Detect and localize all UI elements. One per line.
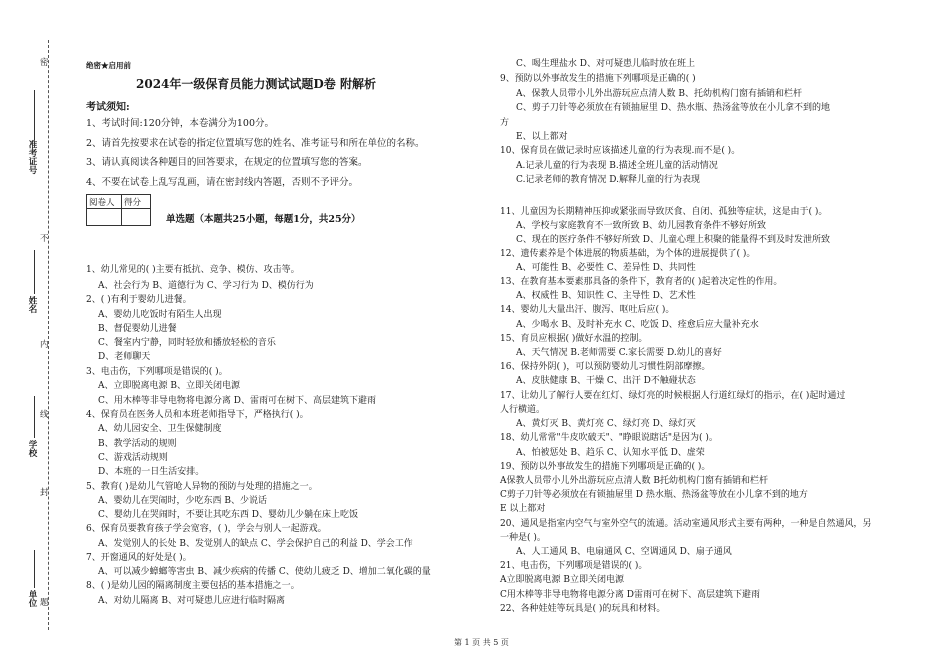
answer-option-line: A、婴幼儿在哭闹时，少吃东西 B、少说话 — [98, 496, 267, 506]
name-label: 姓名 — [27, 296, 37, 313]
answer-option-line: A.记录儿童的行为表现 B.描述全班儿童的活动情况 — [516, 161, 718, 171]
school-label: 学校 — [27, 440, 37, 457]
answer-option-line: A、黄灯灭 B、黄灯亮 C、绿灯亮 D、绿灯灭 — [516, 419, 696, 429]
binding-dashed-line — [48, 40, 49, 630]
answer-option-line: B、督促婴幼儿进餐 — [98, 324, 177, 334]
answer-option-line: A、立即脱离电源 B、立即关闭电源 — [98, 381, 240, 391]
question-line: E 以上都对 — [500, 504, 546, 514]
binding-mark-4: 线 — [40, 410, 49, 420]
question-line: 18、幼儿常常"牛皮吹破天"、"睁眼说瞎话"是因为( )。 — [500, 433, 718, 443]
question-line: A保教人员带小儿外出游玩应点清人数 B托幼机构门窗有插销和栏杆 — [500, 476, 768, 486]
answer-option-line: A、天气情况 B.老师需要 C.家长需要 D.幼儿的喜好 — [516, 348, 722, 358]
score-table — [86, 194, 151, 226]
answer-option-line: D、老师聊天 — [98, 352, 151, 362]
question-line: 5、教育( )是幼儿气管呛人异物的预防与处理的措施之一。 — [86, 482, 318, 492]
score-cell: 得分 — [122, 195, 151, 209]
binding-mark-3: 内 — [40, 340, 49, 350]
name-field[interactable] — [34, 250, 35, 294]
answer-option-line: A、社会行为 B、道德行为 C、学习行为 D、模仿行为 — [98, 281, 314, 291]
question-line: 13、在教育基本要素那具备的条件下，教育者的( )起着决定性的作用。 — [500, 277, 783, 287]
question-line: 21、电击伤，下列哪项是错误的( )。 — [500, 561, 648, 571]
question-line: 6、保育员要教育孩子学会宽容，( )，学会与别人一起游戏。 — [86, 524, 327, 534]
answer-option-line: A、皮肤健康 B、干燥 C、出汗 D不触碰状态 — [516, 376, 696, 386]
binding-mark-2: 不 — [40, 234, 49, 244]
question-line: 一种是( )。 — [500, 533, 546, 543]
question-line: 8、( )是幼儿园的隔离制度主要包括的基本措施之一。 — [86, 581, 300, 591]
answer-option-line: A、权威性 B、知识性 C、主导性 D、艺术性 — [516, 291, 696, 301]
answer-option-line: A、人工通风 B、电扇通风 C、空调通风 D、扇子通风 — [516, 547, 732, 557]
answer-option-line: C、现在的医疗条件不够好所致 D、儿童心理上积聚的能量得不到及时发泄所致 — [516, 235, 830, 245]
question-line: 20、通风是指室内空气与室外空气的流通。活动室通风形式主要有两种，一种是自然通风，另 — [500, 519, 872, 529]
section-title: 单选题（本题共25小题，每题1分，共25分） — [166, 214, 361, 225]
answer-option-line: A、发觉别人的长处 B、发觉别人的缺点 C、学会保护自己的利益 D、学会工作 — [98, 539, 413, 549]
question-line: 人行横道。 — [500, 405, 546, 415]
answer-option-line: A、幼儿园安全、卫生保健制度 — [98, 424, 222, 434]
instruction-item: 3、请认真阅读各种题目的回答要求，在规定的位置填写您的答案。 — [86, 157, 368, 168]
score-blank-cell[interactable] — [122, 209, 151, 226]
page-number: 第 1 页 共 5 页 — [454, 638, 509, 647]
answer-option-line: A、婴幼儿吃饭时有陌生人出现 — [98, 310, 222, 320]
question-line: 10、保育员在做记录时应该描述儿童的行为表现.而不是( )。 — [500, 146, 741, 156]
reviewer-blank-cell[interactable] — [87, 209, 122, 226]
question-line: C用木棒等非导电物将电源分离 D雷雨可在树下、高层建筑下避雨 — [500, 590, 760, 600]
question-line: 2、( )有利于婴幼儿进餐。 — [86, 295, 192, 305]
binding-mark-1: 密 — [40, 58, 49, 68]
question-line: 14、婴幼儿大量出汗、腹泻、呕吐后应( )。 — [500, 305, 675, 315]
question-line: 1、幼儿常见的( )主要有抵抗、竞争、模仿、攻击等。 — [86, 265, 300, 275]
answer-option-line: E、以上都对 — [516, 132, 568, 142]
answer-option-line: C、餐室内宁静，同时轻放和播放轻松的音乐 — [98, 338, 276, 348]
instruction-item: 1、考试时间:120分钟，本卷满分为100分。 — [86, 118, 275, 129]
secret-label: 绝密★启用前 — [86, 61, 131, 70]
binding-mark-5: 封 — [40, 488, 49, 498]
question-line: 3、电击伤，下列哪项是错误的( )。 — [86, 367, 228, 377]
answer-option-line: A、保教人员带小儿外出游玩应点清人数 B、托幼机构门窗有插销和栏杆 — [516, 89, 802, 99]
question-line: A立即脱离电源 B立即关闭电源 — [500, 575, 624, 585]
answer-option-line: B、教学活动的规则 — [98, 439, 177, 449]
answer-option-line: C、用木棒等非导电物将电源分离 D、雷雨可在树下、高层建筑下避雨 — [98, 396, 376, 406]
answer-option-line: C、婴幼儿在哭闹时，不要让其吃东西 D、婴幼儿少躺在床上吃饭 — [98, 510, 358, 520]
school-field[interactable] — [34, 396, 35, 438]
question-line: 7、开窗通风的好处是( )。 — [86, 553, 192, 563]
answer-option-line: A、对幼儿隔离 B、对可疑患儿应进行临时隔离 — [98, 596, 285, 606]
question-line: C剪子刀针等必须放在有锁抽屉里 D 热水瓶、热汤盆等放在小儿拿不到的地方 — [500, 490, 808, 500]
question-line: 方 — [500, 118, 510, 128]
answer-option-line: A、可能性 B、必要性 C、差异性 D、共同性 — [516, 263, 696, 273]
reviewer-cell: 阅卷人 — [87, 195, 122, 209]
question-line: 12、遗传素养是个体进展的物质基础，为个体的进展提供了( )。 — [500, 249, 756, 259]
binding-mark-6: 题 — [40, 598, 49, 608]
question-line: 11、儿童因为长期精神压抑或紧张而导致厌食、自闭、孤独等症状，这是由于( )。 — [500, 207, 828, 217]
exam-id-label: 准考证号 — [27, 140, 37, 174]
answer-option-line: C、喝生理盐水 D、对可疑患儿临时放在班上 — [516, 59, 695, 69]
page-title: 2024年一级保育员能力测试试题D卷 附解析 — [136, 77, 376, 91]
question-line: 15、育员应根据( )做好水温的控制。 — [500, 334, 648, 344]
question-line: 4、保育员在医务人员和本班老师指导下，严格执行( )。 — [86, 410, 309, 420]
question-line: 22、各种娃娃等玩具是( )的玩具和材料。 — [500, 604, 666, 614]
answer-option-line: A、少喝水 B、及时补充水 C、吃饭 D、痊愈后应大量补充水 — [516, 320, 759, 330]
question-line: 17、让幼儿了解行人要在红灯、绿灯亮的时候根据人行道红绿灯的指示，在( )起时通过 — [500, 391, 846, 401]
answer-option-line: A、学校与家庭教育不一致所致 B、幼儿园教育条件不够好所致 — [516, 221, 766, 231]
question-line: 19、预防以外事故发生的措施下列哪项是正确的( )。 — [500, 462, 711, 472]
unit-field[interactable] — [34, 550, 35, 588]
question-line: 16、保持外阴( )，可以预防婴幼儿习惯性阴部摩擦。 — [500, 362, 711, 372]
answer-option-line: C、剪子刀针等必须放在有锁抽屉里 D、热水瓶、热汤盆等放在小儿拿不到的地 — [516, 103, 830, 113]
answer-option-line: D、本班的一日生活安排。 — [98, 467, 205, 477]
instructions-heading: 考试须知: — [86, 102, 130, 113]
answer-option-line: C、游戏活动规则 — [98, 453, 168, 463]
answer-option-line: A、可以减少蟑螂等害虫 B、减少疾病的传播 C、使幼儿疲乏 D、增加二氧化碳的量 — [98, 567, 431, 577]
instruction-item: 4、不要在试卷上乱写乱画，请在密封线内答题，否则不予评分。 — [86, 177, 359, 188]
instruction-item: 2、请首先按要求在试卷的指定位置填写您的姓名、准考证号和所在单位的名称。 — [86, 138, 425, 149]
answer-option-line: C.记录老师的教育情况 D.解释儿童的行为表现 — [516, 175, 701, 185]
unit-label: 单位 — [27, 590, 37, 607]
answer-option-line: A、怕被惩处 B、趋乐 C、认知水平低 D、虚荣 — [516, 448, 705, 458]
exam-id-field[interactable] — [34, 90, 35, 140]
question-line: 9、预防以外事故发生的措施下列哪项是正确的( ) — [500, 74, 696, 84]
